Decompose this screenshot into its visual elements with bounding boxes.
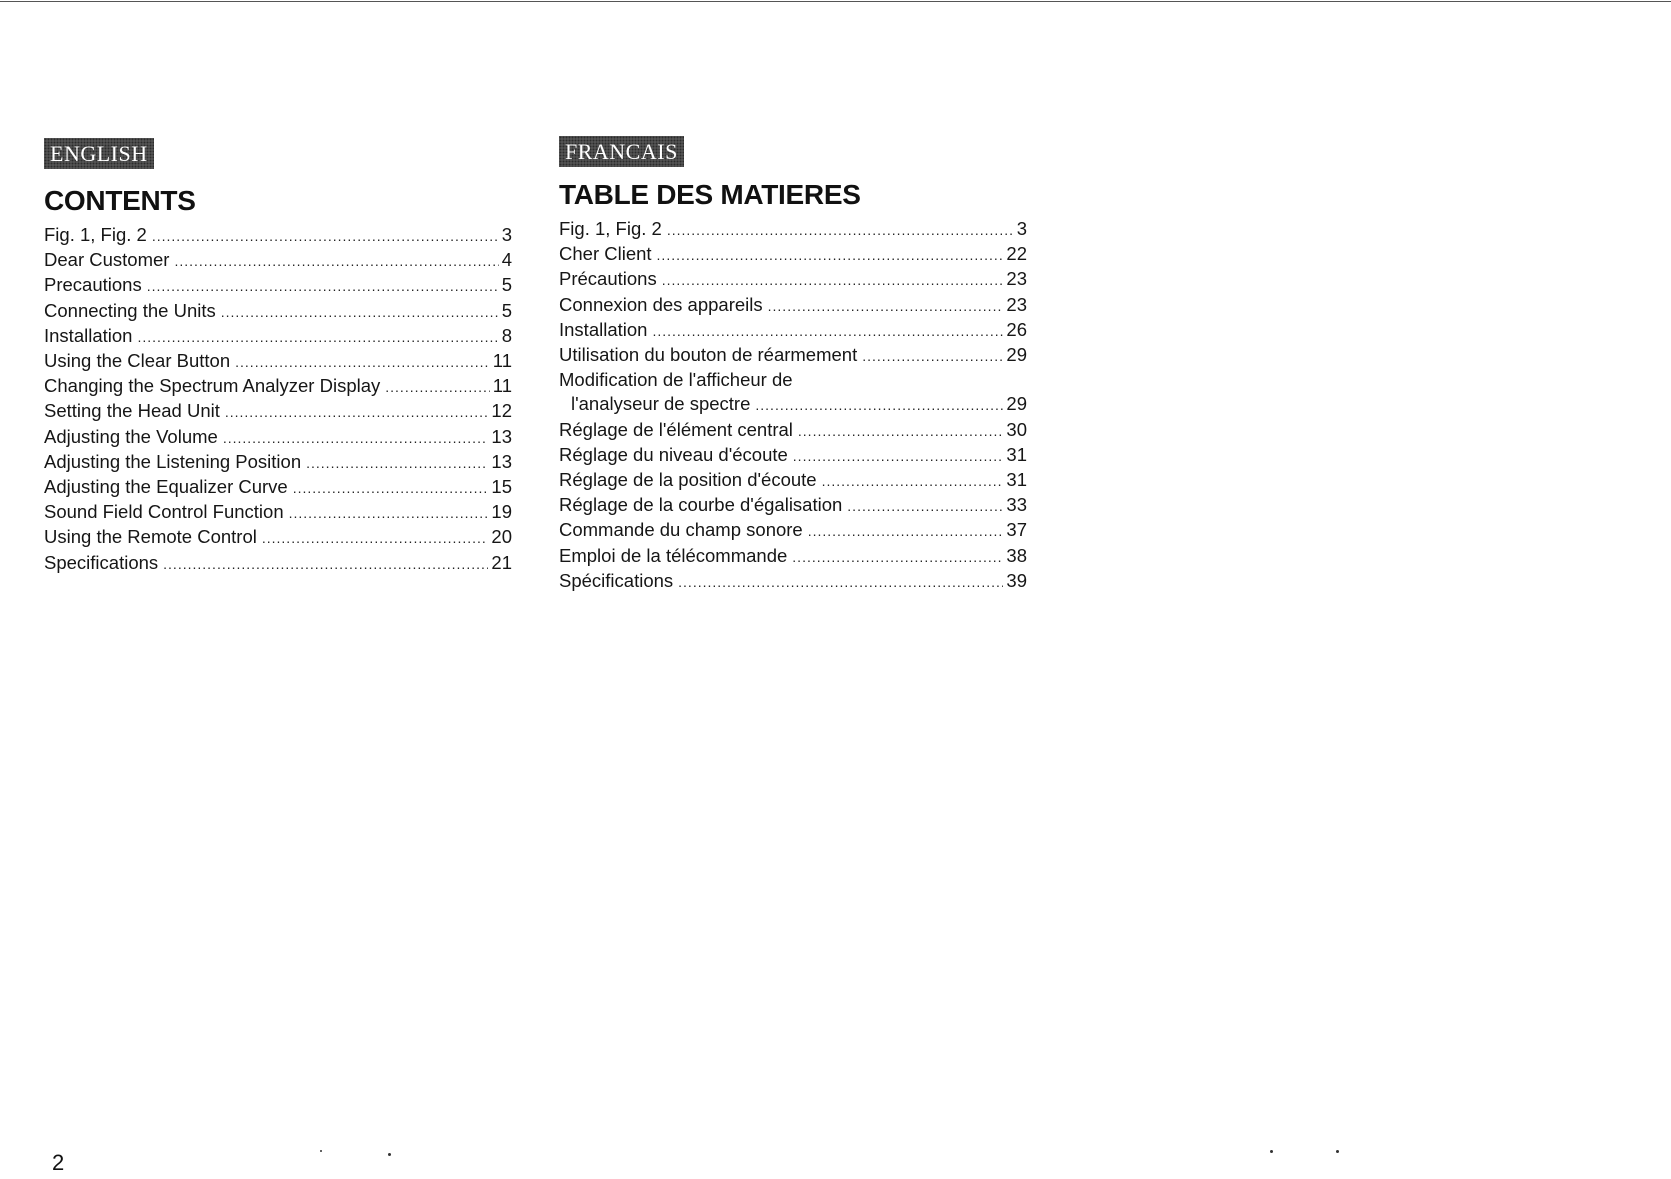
toc-entry-page: 5 [501,274,512,296]
toc-entry-title: Adjusting the Volume [44,425,218,447]
toc-entry-page: 3 [501,224,512,245]
toc-entry [44,248,512,273]
toc-dot-leader [793,444,1004,468]
toc-entry-title: Précautions [559,268,657,290]
toc-entry-page: 13 [491,425,512,447]
toc-entry-page: 23 [1006,293,1027,315]
toc-dot-leader [792,545,1003,569]
toc-entry [44,324,512,349]
toc-entry [44,223,512,248]
toc-dot-leader [822,469,1004,493]
toc-entry-page: 22 [1006,243,1027,265]
toc-entry-title: Dear Customer [44,249,170,271]
toc-entry-page: 3 [1016,218,1027,239]
toc-dot-leader [667,218,1014,242]
toc-entry [44,349,512,374]
toc-entry-page: 31 [1006,443,1027,465]
toc-entry-page: 8 [501,324,512,346]
toc-entry [559,343,1027,368]
francais-language-tag: FRANCAIS [559,136,684,167]
english-toc-list [44,223,512,576]
francais-toc-section [559,138,1027,594]
toc-entry-title: Installation [559,318,648,340]
toc-entry [44,399,512,424]
toc-dot-leader [223,426,489,450]
toc-entry-title: Using the Remote Control [44,526,257,548]
toc-entry-title: Réglage de l'élément central [559,418,793,440]
toc-entry-page: 31 [1006,469,1027,491]
toc-dot-leader [174,249,498,273]
toc-entry-title: Adjusting the Equalizer Curve [44,476,288,498]
toc-entry-page: 29 [1006,344,1027,366]
toc-dot-leader [221,300,499,324]
toc-dot-leader [289,501,489,525]
toc-entry-title: Réglage de la courbe d'égalisation [559,494,843,516]
toc-entry [559,293,1027,318]
toc-entry-page: 37 [1006,519,1027,541]
toc-entry [559,318,1027,343]
toc-dot-leader [678,570,1003,594]
toc-entry [559,267,1027,292]
toc-entry-page: 30 [1006,418,1027,440]
toc-entry-title: Specifications [44,551,159,573]
top-rule [0,1,1671,2]
toc-entry-page: 19 [491,501,512,523]
toc-dot-leader [163,552,488,576]
toc-dot-leader [147,274,499,298]
toc-entry-title: Installation [44,324,133,346]
toc-entry-page: 15 [491,476,512,498]
toc-entry-page: 11 [492,350,512,372]
toc-entry [44,500,512,525]
toc-entry [559,493,1027,518]
toc-entry [44,425,512,450]
toc-entry-page: 39 [1006,569,1027,591]
toc-dot-leader [137,325,498,349]
francais-toc-list [559,217,1027,594]
toc-entry [44,551,512,576]
toc-dot-leader [225,400,489,424]
toc-entry [559,544,1027,569]
toc-dot-leader [798,419,1004,443]
toc-entry-page: 33 [1006,494,1027,516]
toc-entry [559,569,1027,594]
toc-entry-title: Precautions [44,274,142,296]
toc-dot-leader [662,268,1004,292]
toc-dot-leader [768,294,1004,318]
toc-entry-title: Utilisation du bouton de réarmement [559,344,858,366]
toc-entry-title: Cher Client [559,243,652,265]
toc-dot-leader [293,476,489,500]
toc-entry-page: 5 [501,299,512,321]
toc-dot-leader [657,243,1004,267]
toc-entry-page: 12 [491,400,512,422]
toc-dot-leader [755,393,1003,417]
scan-speck [388,1153,391,1156]
toc-entry-page: 26 [1006,318,1027,340]
toc-entry [44,273,512,298]
toc-dot-leader [652,319,1003,343]
toc-entry-page: 38 [1006,544,1027,566]
toc-entry [44,450,512,475]
toc-dot-leader [862,344,1003,368]
toc-entry [559,518,1027,543]
toc-entry-title: Fig. 1, Fig. 2 [559,218,662,239]
toc-entry [44,525,512,550]
toc-entry-title: Modification de l'afficheur de [559,369,793,391]
toc-entry-page: 21 [491,551,512,573]
scan-speck [320,1150,322,1152]
table-des-matieres-heading: TABLE DES MATIERES [559,179,861,210]
toc-dot-leader [306,451,488,475]
toc-entry-title: Setting the Head Unit [44,400,220,422]
toc-entry [44,299,512,324]
toc-entry-page: 20 [491,526,512,548]
toc-entry-title: Connexion des appareils [559,293,763,315]
toc-entry-title: Changing the Spectrum Analyzer Display [44,375,381,397]
toc-entry-page: 29 [1006,393,1027,415]
toc-dot-leader [262,526,489,550]
toc-entry-title: Connecting the Units [44,299,216,321]
toc-entry [559,242,1027,267]
toc-entry-page: 23 [1006,268,1027,290]
toc-entry [559,368,1027,392]
toc-entry-title: Spécifications [559,569,674,591]
toc-entry-page: 4 [501,249,512,271]
toc-entry-title: Commande du champ sonore [559,519,803,541]
toc-entry-title: Adjusting the Listening Position [44,450,302,472]
toc-dot-leader [235,350,490,374]
toc-entry-title: Using the Clear Button [44,350,231,372]
english-language-tag: ENGLISH [44,138,154,169]
toc-dot-leader [847,494,1003,518]
scan-speck [1336,1150,1339,1153]
scan-speck [1270,1150,1273,1153]
toc-entry-title: Réglage de la position d'écoute [559,469,817,491]
toc-dot-leader [808,519,1004,543]
toc-entry-title: Sound Field Control Function [44,501,284,523]
toc-entry-title: Emploi de la télécommande [559,544,788,566]
toc-dot-leader [152,224,499,248]
toc-dot-leader [385,375,490,399]
contents-heading: CONTENTS [44,185,196,216]
toc-entry [559,468,1027,493]
toc-entry [44,475,512,500]
toc-entry-title: Fig. 1, Fig. 2 [44,224,147,245]
toc-entry-title: l'analyseur de spectre [571,393,751,415]
toc-entry-title: Réglage du niveau d'écoute [559,443,788,465]
toc-entry [559,392,1027,417]
toc-entry [44,374,512,399]
toc-entry [559,217,1027,242]
toc-entry-page: 11 [492,375,512,397]
toc-entry [559,418,1027,443]
toc-entry [559,443,1027,468]
page-number: 2 [52,1150,65,1175]
toc-entry-page: 13 [491,450,512,472]
english-toc-section [44,138,512,576]
